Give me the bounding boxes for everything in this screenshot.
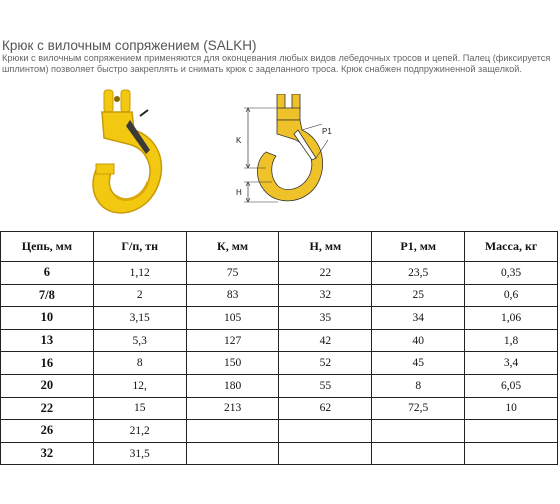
cell-mass: 0,6: [465, 284, 558, 307]
cell-chain: 10: [1, 307, 94, 330]
cell-chain: 20: [1, 374, 94, 397]
cell-chain: 32: [1, 442, 94, 465]
cell-p1: 23,5: [372, 262, 465, 285]
cell-capacity: 15: [93, 397, 186, 420]
cell-k: [186, 442, 279, 465]
cell-mass: 0,35: [465, 262, 558, 285]
cell-k: 83: [186, 284, 279, 307]
cell-capacity: 3,15: [93, 307, 186, 330]
table-header-row: [1, 232, 558, 262]
cell-capacity: 5,3: [93, 329, 186, 352]
table-row: [1, 329, 558, 352]
table-row: [1, 397, 558, 420]
cell-capacity: 12,: [93, 374, 186, 397]
cell-capacity: 31,5: [93, 442, 186, 465]
header-mass: Масса, кг: [465, 232, 558, 262]
cell-k: 127: [186, 329, 279, 352]
cell-mass: 3,4: [465, 352, 558, 375]
cell-h: 55: [279, 374, 372, 397]
cell-chain: 22: [1, 397, 94, 420]
cell-p1: 8: [372, 374, 465, 397]
cell-p1: [372, 420, 465, 443]
header-capacity: Г/п, тн: [93, 232, 186, 262]
cell-mass: [465, 442, 558, 465]
cell-k: 150: [186, 352, 279, 375]
cell-h: 35: [279, 307, 372, 330]
specs-table: [0, 231, 558, 465]
table-row: [1, 352, 558, 375]
cell-p1: [372, 442, 465, 465]
cell-chain: 6: [1, 262, 94, 285]
cell-k: 75: [186, 262, 279, 285]
cell-capacity: 2: [93, 284, 186, 307]
cell-chain: 16: [1, 352, 94, 375]
cell-h: 22: [279, 262, 372, 285]
cell-p1: 25: [372, 284, 465, 307]
page-title: Крюк с вилочным сопряжением (SALKH): [2, 38, 257, 53]
cell-h: 32: [279, 284, 372, 307]
cell-chain: 7/8: [1, 284, 94, 307]
cell-k: 180: [186, 374, 279, 397]
table-row: [1, 442, 558, 465]
cell-k: 213: [186, 397, 279, 420]
header-h: H, мм: [279, 232, 372, 262]
hook-technical-drawing: [232, 94, 344, 208]
cell-mass: 1,8: [465, 329, 558, 352]
cell-p1: 34: [372, 307, 465, 330]
product-description: Крюки с вилочным сопряжением применяются для оконцевания любых видов лебедочных тросов и цепей. Палец (фиксируется шплинтом) позволяет быстро закреплять и снимать крюк с заделанного троса. Крюк снабжен подпружиненной защелкой.: [2, 53, 551, 74]
cell-mass: 10: [465, 397, 558, 420]
cell-mass: 1,06: [465, 307, 558, 330]
cell-capacity: 1,12: [93, 262, 186, 285]
cell-h: [279, 420, 372, 443]
header-k: К, мм: [186, 232, 279, 262]
cell-mass: 6,05: [465, 374, 558, 397]
k-label: K: [236, 136, 242, 145]
cell-p1: 45: [372, 352, 465, 375]
h-label: H: [236, 188, 242, 197]
cell-k: [186, 420, 279, 443]
cell-mass: [465, 420, 558, 443]
cell-chain: 13: [1, 329, 94, 352]
table-row: [1, 262, 558, 285]
header-p1: P1, мм: [372, 232, 465, 262]
cell-capacity: 21,2: [93, 420, 186, 443]
table-row: [1, 420, 558, 443]
hook-photo: [90, 86, 170, 226]
cell-k: 105: [186, 307, 279, 330]
table-row: [1, 284, 558, 307]
header-chain: Цепь, мм: [1, 232, 94, 262]
cell-h: [279, 442, 372, 465]
table-row: [1, 374, 558, 397]
cell-h: 52: [279, 352, 372, 375]
table-row: [1, 307, 558, 330]
cell-p1: 40: [372, 329, 465, 352]
cell-chain: 26: [1, 420, 94, 443]
cell-h: 62: [279, 397, 372, 420]
cell-h: 42: [279, 329, 372, 352]
cell-capacity: 8: [93, 352, 186, 375]
cell-p1: 72,5: [372, 397, 465, 420]
p1-label: P1: [322, 127, 332, 136]
